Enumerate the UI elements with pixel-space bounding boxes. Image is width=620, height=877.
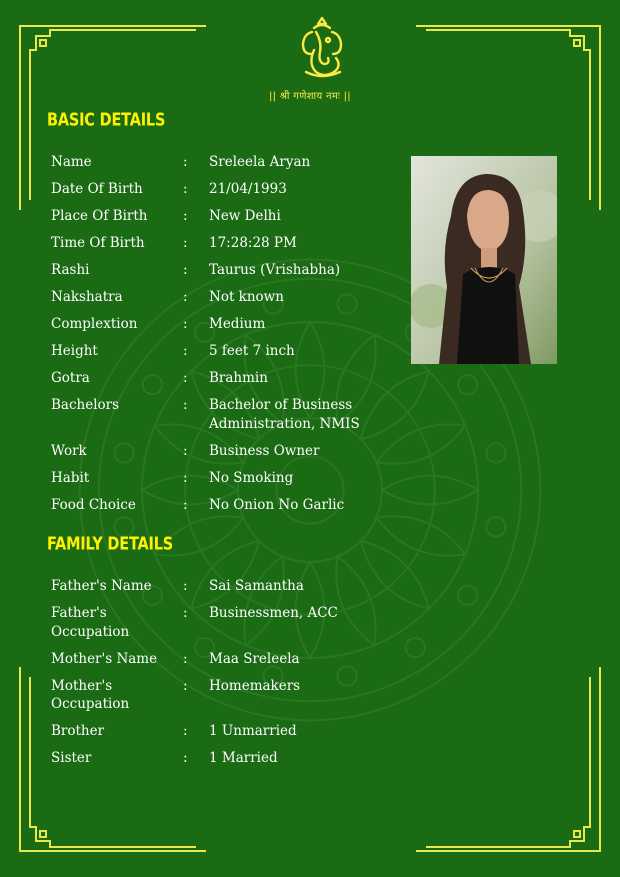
detail-row-gotra (51, 369, 381, 388)
detail-value: Medium (209, 316, 266, 332)
family-row-mother-name (51, 650, 381, 669)
detail-value: No Smoking (209, 469, 294, 486)
detail-label: Brother (51, 723, 105, 739)
detail-value: 1 Unmarried (209, 723, 297, 739)
detail-value: 21/04/1993 (209, 181, 287, 197)
detail-label: Bachelors (51, 397, 120, 413)
basic-details-list (51, 153, 381, 523)
detail-row-name (51, 153, 381, 172)
separator: : (183, 397, 188, 413)
detail-row-birthplace (51, 207, 381, 226)
separator: : (183, 605, 188, 621)
detail-label: Height (51, 343, 98, 359)
profile-photo (411, 156, 557, 364)
detail-value: Maa Sreleela (209, 650, 300, 667)
detail-label: Gotra (51, 370, 90, 386)
family-row-brother (51, 722, 381, 741)
detail-label: Sister (51, 750, 92, 766)
detail-row-food (51, 496, 381, 515)
separator: : (183, 750, 188, 766)
detail-row-birthtime (51, 234, 381, 253)
detail-label: Complextion (51, 316, 138, 332)
detail-label: Date Of Birth (51, 181, 143, 197)
detail-value: Business Owner (209, 442, 320, 459)
detail-label: Rashi (51, 262, 90, 278)
detail-label: Habit (51, 469, 90, 486)
separator: : (183, 316, 188, 332)
separator: : (183, 154, 188, 170)
detail-value: Bachelor of Business Administration, NMIS (209, 397, 360, 432)
detail-value: 1 Married (209, 750, 278, 766)
detail-value: Homemakers (209, 677, 301, 694)
detail-value: Sai Samantha (209, 578, 304, 594)
family-row-mother-occupation (51, 677, 381, 714)
portrait-illustration (411, 156, 557, 364)
detail-row-height (51, 342, 381, 361)
detail-row-rashi (51, 261, 381, 280)
detail-label: Nakshatra (51, 289, 123, 305)
detail-row-work (51, 442, 381, 461)
family-details-list (51, 577, 381, 776)
separator: : (183, 181, 188, 197)
detail-value: Not known (209, 289, 284, 305)
separator: : (183, 289, 188, 305)
detail-label: Name (51, 154, 92, 170)
detail-label: Food Choice (51, 496, 136, 513)
detail-value: 5 feet 7 inch (209, 343, 295, 359)
detail-label: Father's Name (51, 578, 152, 594)
detail-value: 17:28:28 PM (209, 235, 297, 251)
detail-row-habit (51, 469, 381, 488)
separator: : (183, 578, 188, 594)
separator: : (183, 469, 188, 486)
detail-label: Mother's Occupation (51, 677, 130, 712)
detail-row-education (51, 396, 381, 433)
separator: : (183, 343, 188, 359)
basic-details-heading: BASIC DETAILS (47, 111, 166, 131)
ganesha-icon (294, 14, 350, 80)
detail-label: Mother's Name (51, 650, 158, 667)
detail-value: Taurus (Vrishabha) (209, 262, 341, 278)
separator: : (183, 677, 188, 694)
separator: : (183, 262, 188, 278)
separator: : (183, 650, 188, 667)
detail-value: Businessmen, ACC (209, 605, 338, 621)
detail-label: Place Of Birth (51, 208, 148, 224)
detail-row-dob (51, 180, 381, 199)
family-row-father-name (51, 577, 381, 596)
detail-row-complexion (51, 315, 381, 334)
detail-label: Work (51, 442, 87, 459)
separator: : (183, 442, 188, 459)
family-details-heading: FAMILY DETAILS (47, 535, 174, 555)
separator: : (183, 496, 188, 513)
detail-row-nakshatra (51, 288, 381, 307)
ganesh-mantra: || श्री गणेशाय नमः || (269, 91, 351, 102)
family-row-father-occupation (51, 604, 381, 641)
separator: : (183, 723, 188, 739)
detail-label: Father's Occupation (51, 605, 130, 640)
separator: : (183, 370, 188, 386)
separator: : (183, 235, 188, 251)
detail-value: Brahmin (209, 370, 268, 386)
detail-value: New Delhi (209, 208, 281, 224)
detail-value: No Onion No Garlic (209, 496, 345, 513)
family-row-sister (51, 749, 381, 768)
detail-value: Sreleela Aryan (209, 154, 311, 170)
separator: : (183, 208, 188, 224)
detail-label: Time Of Birth (51, 235, 145, 251)
